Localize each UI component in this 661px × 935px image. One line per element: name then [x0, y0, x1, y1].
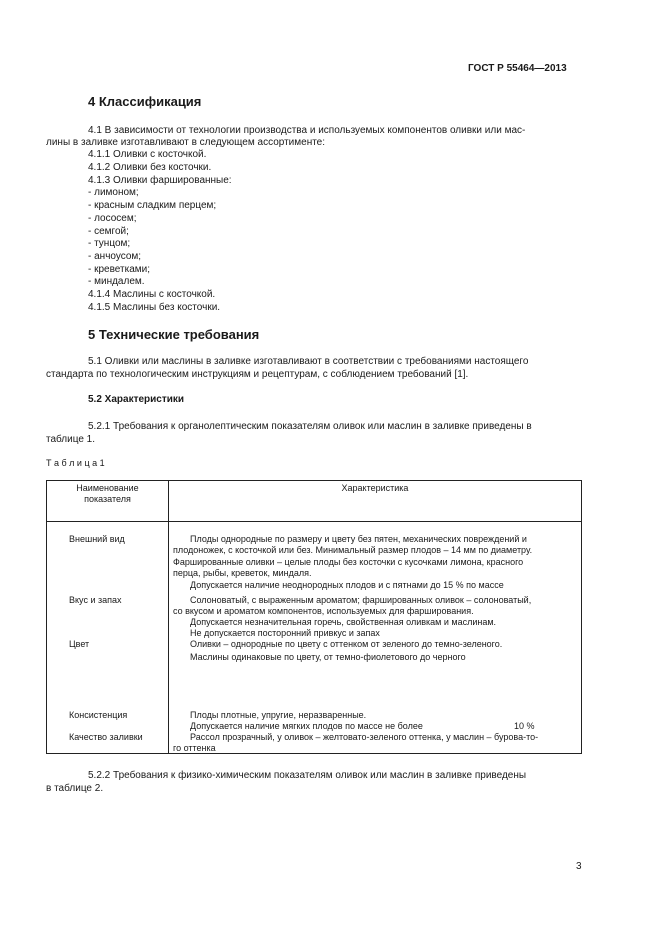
- list-item: - миндалем.: [88, 276, 145, 287]
- characteristic-line: Допускается незначительная горечь, свойственная оливкам и маслинам.: [190, 617, 497, 627]
- paragraph-5-2-2-line-2: в таблице 2.: [46, 783, 104, 794]
- characteristic-line: Рассол прозрачный, у оливок – желтовато-зеленого оттенка, у маслин – бурова-то-: [190, 732, 539, 742]
- section-4-title: 4 Классификация: [88, 94, 202, 109]
- list-item: - анчоусом;: [88, 251, 142, 262]
- characteristic-line: Фаршированные оливки – целые плоды без косточки с кусочками лимона, красного: [173, 557, 524, 567]
- row-name-brine-quality: Качество заливки: [69, 732, 143, 742]
- row-name-taste-smell: Вкус и запах: [69, 595, 122, 605]
- page-number: 3: [576, 861, 582, 872]
- characteristic-line: Допускается наличие неоднородных плодов и с пятнами до 15 % по массе: [190, 580, 504, 590]
- paragraph-5-1-line-2: стандарта по технологическим инструкциям и рецептурам, с соблюдением требований [1].: [46, 369, 469, 380]
- list-item: - красным сладким перцем;: [88, 200, 217, 211]
- paragraph-4-1-line-1: 4.1 В зависимости от технологии производства и используемых компонентов оливки или мас-: [88, 125, 526, 136]
- table-border-right: [581, 480, 582, 754]
- list-item: - тунцом;: [88, 238, 131, 249]
- characteristic-line: Плоды однородные по размеру и цвету без пятен, механических повреждений и: [190, 534, 527, 544]
- paragraph-4-1-line-2: лины в заливке изготавливают в следующем ассортименте:: [46, 137, 326, 148]
- list-item: 4.1.3 Оливки фаршированные:: [88, 175, 232, 186]
- list-item: 4.1.2 Оливки без косточки.: [88, 162, 212, 173]
- document-id: ГОСТ Р 55464—2013: [468, 63, 567, 74]
- paragraph-5-2-1-line-2: таблице 1.: [46, 434, 96, 445]
- paragraph-5-1-line-1: 5.1 Оливки или маслины в заливке изготавливают в соответствии с требованиями настоящего: [88, 356, 529, 367]
- list-item: - лососем;: [88, 213, 137, 224]
- column-header-characteristic: Характеристика: [341, 483, 409, 493]
- characteristic-line: Солоноватый, с выраженным ароматом; фаршированных оливок – солоноватый,: [190, 595, 532, 605]
- table-header-divider: [46, 521, 582, 522]
- list-item: 4.1.4 Маслины с косточкой.: [88, 289, 216, 300]
- soft-fruit-limit-value: 10 %: [514, 721, 535, 731]
- column-header-indicator-line-1: Наименование: [76, 483, 139, 493]
- list-item: 4.1.5 Маслины без косточки.: [88, 302, 221, 313]
- characteristic-line: Оливки – однородные по цвету с оттенком от зеленого до темно-зеленого.: [190, 639, 503, 649]
- paragraph-5-2-2-line-1: 5.2.2 Требования к физико-химическим показателям оливок или маслин в заливке приведены: [88, 770, 527, 781]
- list-item: - лимоном;: [88, 187, 139, 198]
- characteristic-line: Не допускается посторонний привкус и запах: [190, 628, 380, 638]
- row-name-appearance: Внешний вид: [69, 534, 125, 544]
- row-name-consistency: Консистенция: [69, 710, 128, 720]
- section-5-title: 5 Технические требования: [88, 327, 260, 342]
- list-item: - семгой;: [88, 226, 129, 237]
- characteristic-line: перца, рыбы, креветок, миндаля.: [173, 568, 312, 578]
- characteristic-line: плодоножек, с косточкой или без. Минимальный размер плодов – 14 мм по диаметру.: [173, 545, 533, 555]
- characteristic-line: го оттенка: [173, 743, 216, 753]
- table-column-divider: [168, 480, 169, 754]
- list-item: - креветками;: [88, 264, 151, 275]
- table-caption: Т а б л и ц а 1: [46, 458, 105, 468]
- table-border-bottom: [46, 753, 582, 754]
- list-item: 4.1.1 Оливки с косточкой.: [88, 149, 207, 160]
- table-border-left: [46, 480, 47, 754]
- characteristic-line: Маслины одинаковые по цвету, от темно-фиолетового до черного: [190, 652, 466, 662]
- table-border-top: [46, 480, 582, 481]
- paragraph-5-2-1-line-1: 5.2.1 Требования к органолептическим показателям оливок или маслин в заливке приведены в: [88, 421, 532, 432]
- column-header-indicator-line-2: показателя: [84, 494, 131, 504]
- characteristic-line: Допускается наличие мягких плодов по массе не более: [190, 721, 423, 731]
- characteristic-line: Плоды плотные, упругие, неразваренные.: [190, 710, 367, 720]
- characteristic-line: со вкусом и ароматом компонентов, используемых для фарширования.: [173, 606, 474, 616]
- subsection-5-2-title: 5.2 Характеристики: [88, 394, 185, 405]
- row-name-color: Цвет: [69, 639, 90, 649]
